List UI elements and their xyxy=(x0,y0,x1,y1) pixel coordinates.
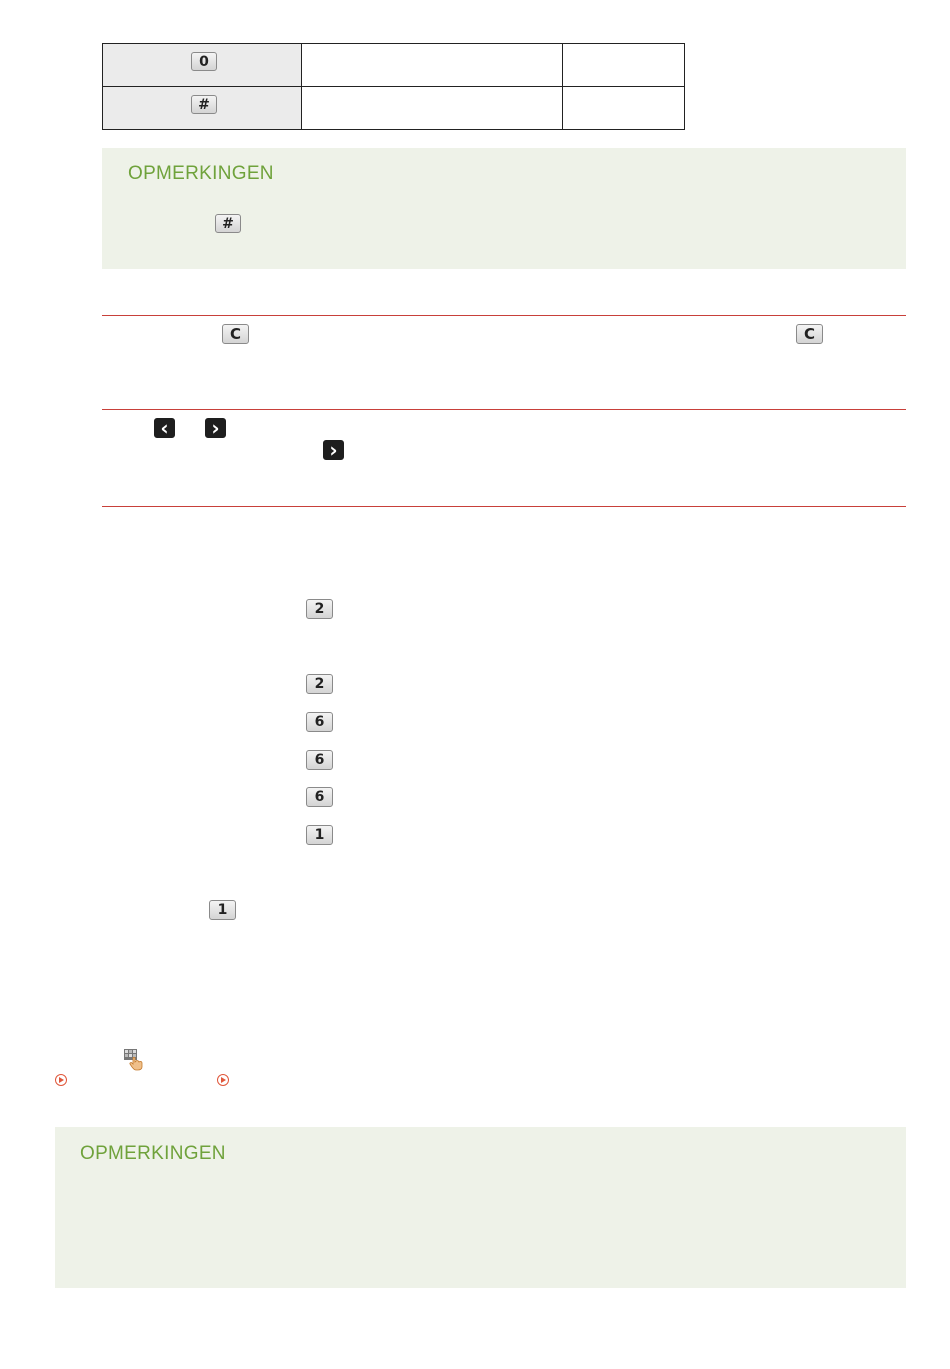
table-cell-key xyxy=(103,44,302,87)
table-cell-key xyxy=(103,87,302,130)
note-box xyxy=(102,148,906,269)
key-6-icon: 6 xyxy=(306,787,333,807)
key-hash-icon: # xyxy=(215,214,241,233)
key-2-icon: 2 xyxy=(306,599,333,619)
table-row xyxy=(103,87,685,130)
key-1-icon: 1 xyxy=(306,825,333,845)
divider xyxy=(102,506,906,507)
arrow-left-icon: ‹ xyxy=(154,418,175,438)
key-table xyxy=(102,43,685,130)
arrow-right-icon: › xyxy=(205,418,226,438)
table-row xyxy=(103,44,685,87)
link-arrow-icon[interactable] xyxy=(55,1074,67,1086)
key-6-icon: 6 xyxy=(306,712,333,732)
key-2-icon: 2 xyxy=(306,674,333,694)
arrow-right-icon: › xyxy=(323,440,344,460)
table-cell xyxy=(563,87,685,130)
table-cell xyxy=(563,44,685,87)
key-6-icon: 6 xyxy=(306,750,333,770)
table-cell xyxy=(302,87,563,130)
clear-key-icon: C xyxy=(222,324,249,344)
divider xyxy=(102,315,906,316)
divider xyxy=(102,409,906,410)
link-arrow-icon[interactable] xyxy=(217,1074,229,1086)
touch-panel-icon xyxy=(124,1049,146,1071)
note-title: OPMERKINGEN xyxy=(80,1143,226,1164)
key-hash-icon: # xyxy=(191,95,217,114)
clear-key-icon: C xyxy=(796,324,823,344)
note-title: OPMERKINGEN xyxy=(128,163,274,184)
key-0-icon: 0 xyxy=(191,52,217,71)
note-box xyxy=(55,1127,906,1288)
key-1-icon: 1 xyxy=(209,900,236,920)
table-cell xyxy=(302,44,563,87)
